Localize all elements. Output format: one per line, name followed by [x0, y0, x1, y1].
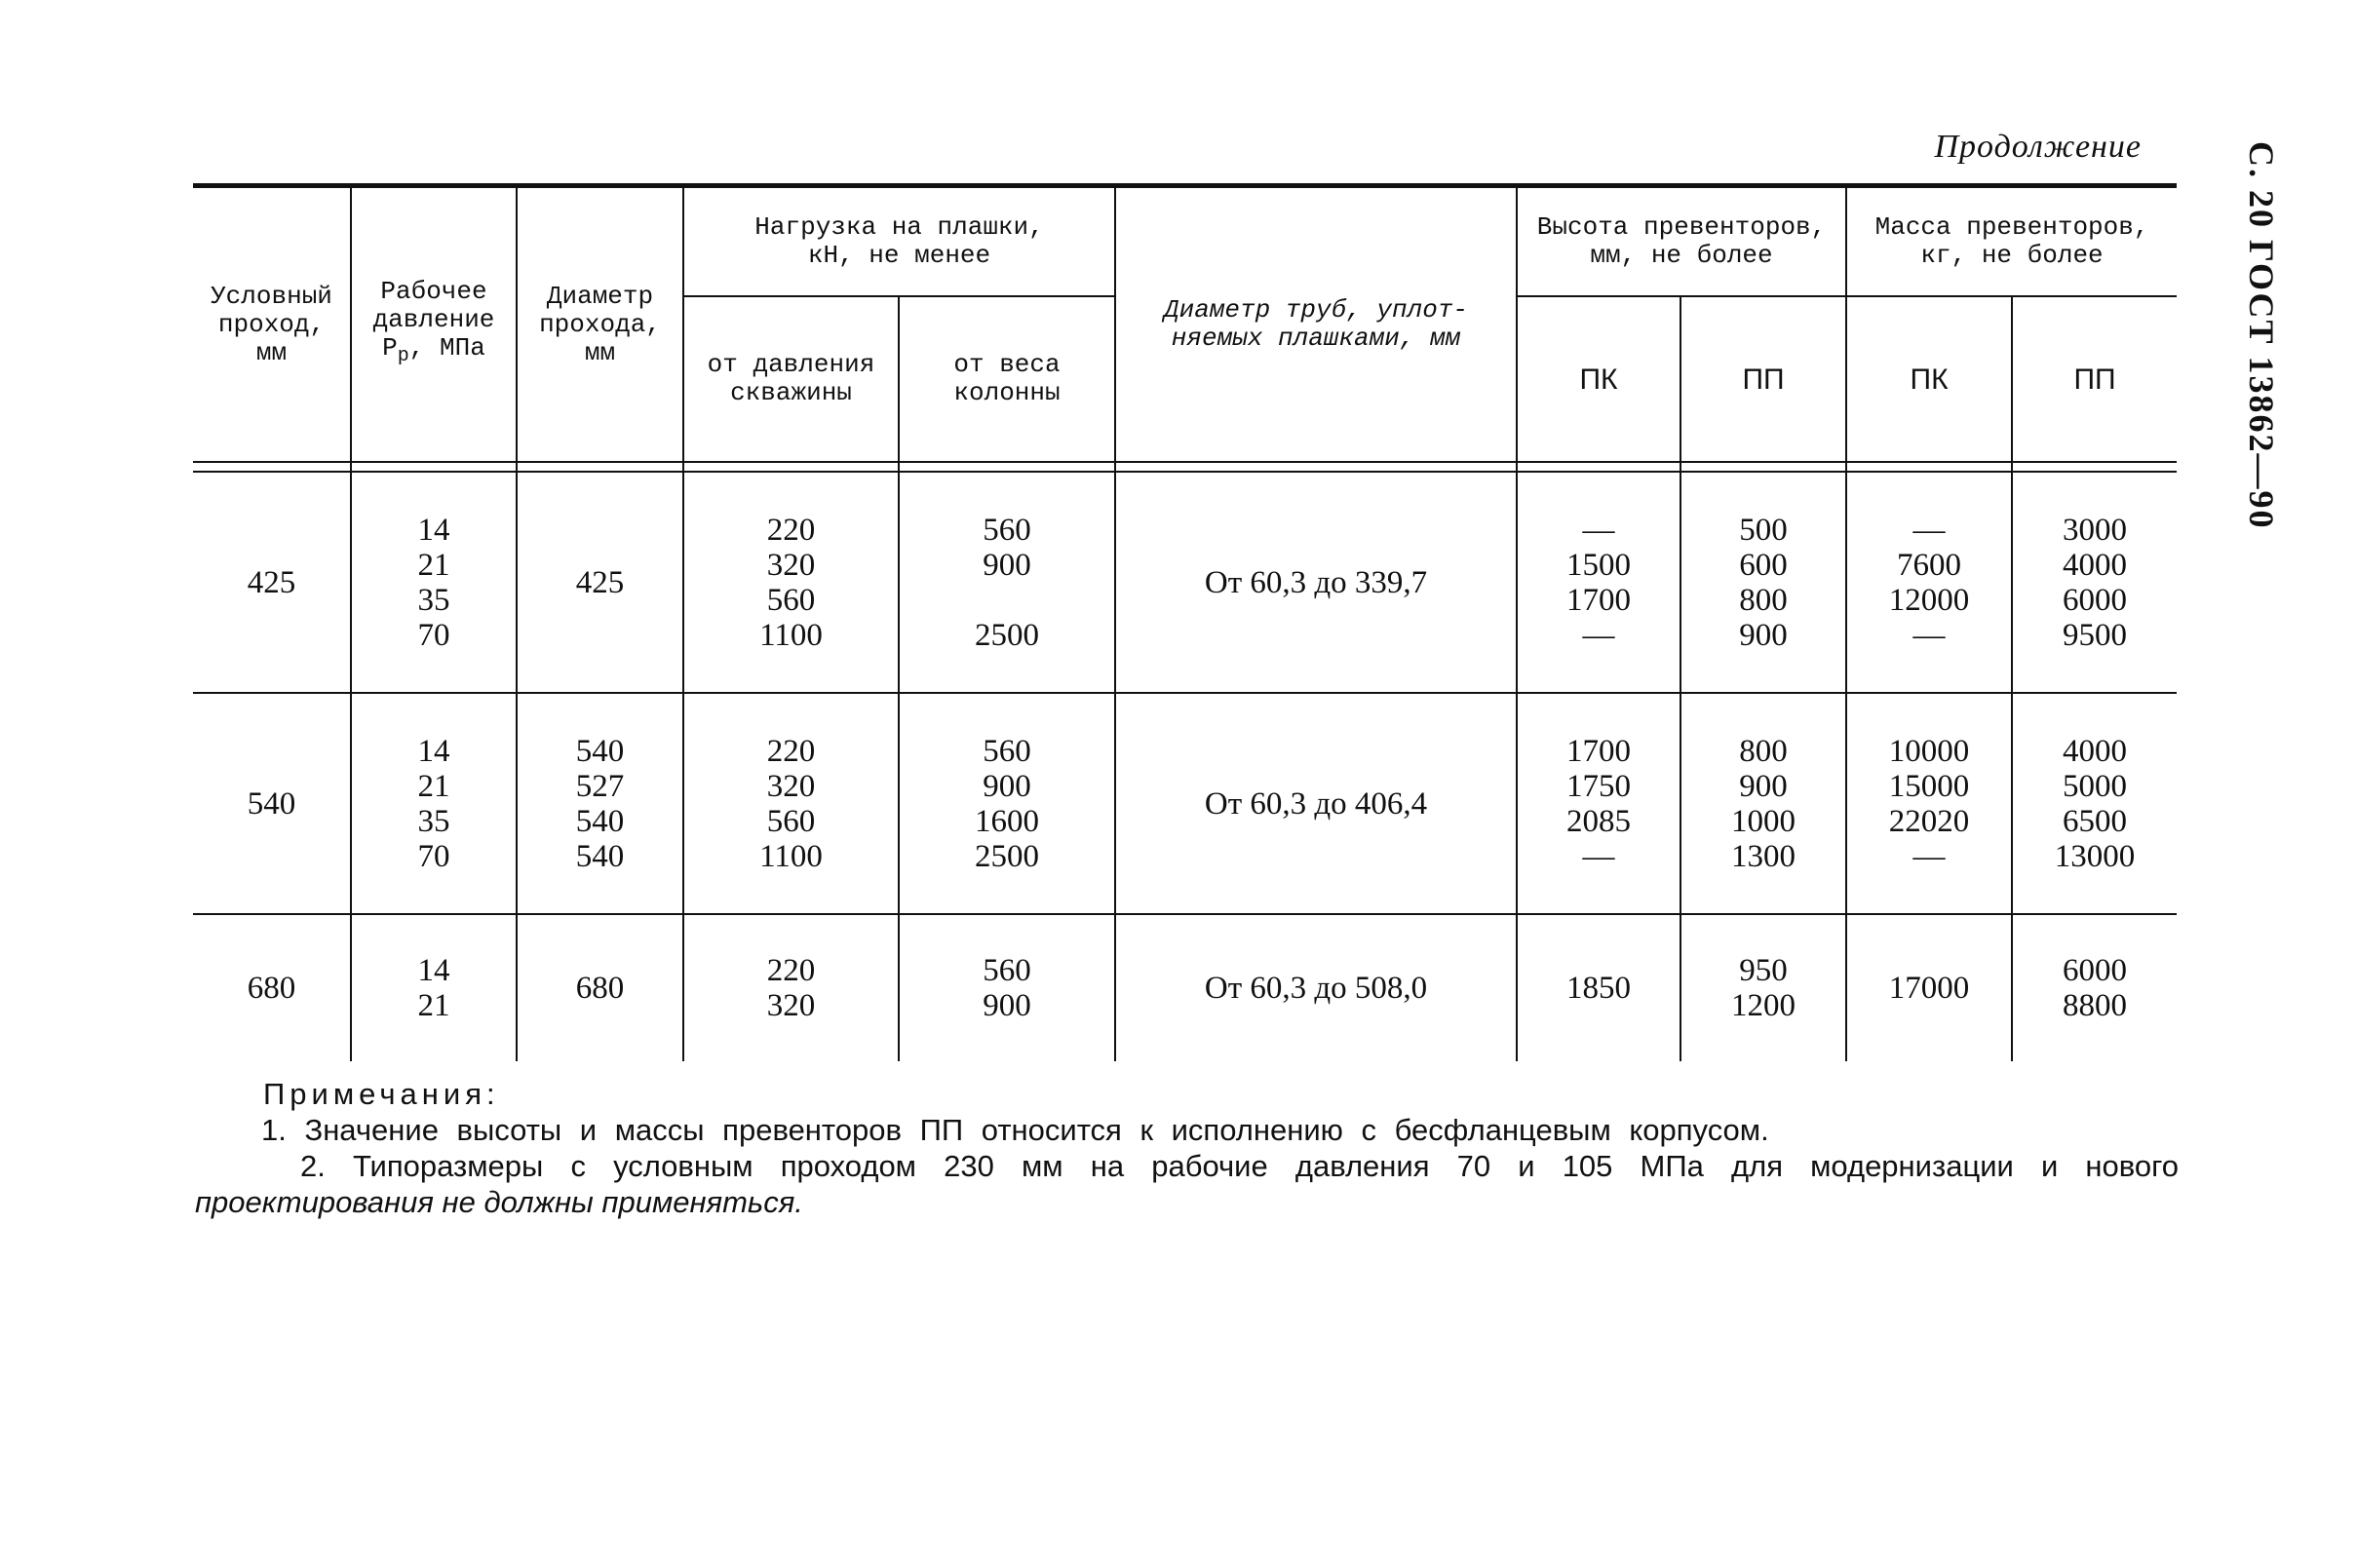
cell-load-well: 220 320 560 1100 [683, 472, 899, 693]
cell-load-weight: 560 900 [899, 914, 1115, 1061]
cell-height-pk: — 1500 1700 — [1517, 472, 1680, 693]
notes-section [195, 1076, 2179, 1220]
cell-load-well: 220 320 560 1100 [683, 693, 899, 914]
cell-height-pp: 800 900 1000 1300 [1680, 693, 1846, 914]
cell-mass-pk: — 7600 12000 — [1846, 472, 2012, 693]
header-working-pressure [351, 186, 517, 463]
cell-working-pressure: 14 21 35 70 [351, 472, 517, 693]
header-height-group: Высота превенторов, мм, не более [1517, 186, 1846, 297]
cell-height-pk: 1700 1750 2085 — [1517, 693, 1680, 914]
cell-bore-diameter: 540 527 540 540 [517, 693, 683, 914]
cell-mass-pp: 6000 8800 [2012, 914, 2177, 1061]
header-working-pressure-suffix: , МПа [408, 333, 485, 363]
cell-load-well: 220 320 [683, 914, 899, 1061]
cell-bore-diameter: 425 [517, 472, 683, 693]
cell-height-pp: 950 1200 [1680, 914, 1846, 1061]
header-bore-diameter: Диаметр прохода, мм [517, 186, 683, 463]
cell-working-pressure: 14 21 35 70 [351, 693, 517, 914]
cell-load-weight: 560 900 2500 [899, 472, 1115, 693]
cell-pipe-diameter: От 60,3 до 508,0 [1115, 914, 1517, 1061]
header-mass-pk: ПК [1846, 296, 2012, 462]
note-1: 1. Значение высоты и массы превенторов ПП относится к исполнению с бесфланцевым корпусом. [261, 1113, 1769, 1147]
header-working-pressure-prefix: Рабочее давление P [372, 277, 495, 363]
cell-working-pressure: 14 21 [351, 914, 517, 1061]
preventer-spec-table [193, 183, 2177, 1061]
cell-height-pk: 1850 [1517, 914, 1680, 1061]
header-pipe-diameter: Диаметр труб, уплот- няемых плашками, мм [1115, 186, 1517, 463]
header-separator-row [193, 462, 2177, 472]
continuation-label: Продолжение [1934, 129, 2142, 165]
header-height-pk: ПК [1517, 296, 1680, 462]
table-row [193, 472, 2177, 693]
cell-nominal-bore: 680 [193, 914, 351, 1061]
header-mass-group: Масса превенторов, кг, не более [1846, 186, 2177, 297]
side-header-text: С. 20 ГОСТ 13862—90 [2242, 141, 2281, 530]
cell-mass-pk: 10000 15000 22020 — [1846, 693, 2012, 914]
cell-nominal-bore: 540 [193, 693, 351, 914]
cell-mass-pp: 3000 4000 6000 9500 [2012, 472, 2177, 693]
note-2-line-1: 2. Типоразмеры с условным проходом 230 мм на рабочие давления 70 и 105 МПа для модернизации и нового [300, 1149, 2179, 1183]
cell-pipe-diameter: От 60,3 до 406,4 [1115, 693, 1517, 914]
cell-height-pp: 500 600 800 900 [1680, 472, 1846, 693]
note-2-line-2: проектирования не должны применяться. [195, 1185, 803, 1219]
header-ram-load-group: Нагрузка на плашки, кН, не менее [683, 186, 1115, 297]
notes-title: Примечания: [263, 1077, 500, 1111]
header-load-well-pressure: от давления скважины [683, 296, 899, 462]
cell-load-weight: 560 900 1600 2500 [899, 693, 1115, 914]
cell-mass-pk: 17000 [1846, 914, 2012, 1061]
table-row [193, 693, 2177, 914]
header-working-pressure-subscript: р [397, 345, 409, 368]
header-height-pp: ПП [1680, 296, 1846, 462]
page-side-header [2242, 141, 2281, 551]
cell-pipe-diameter: От 60,3 до 339,7 [1115, 472, 1517, 693]
header-load-string-weight: от веса колонны [899, 296, 1115, 462]
cell-mass-pp: 4000 5000 6500 13000 [2012, 693, 2177, 914]
table-row [193, 914, 2177, 1061]
cell-bore-diameter: 680 [517, 914, 683, 1061]
header-mass-pp: ПП [2012, 296, 2177, 462]
cell-nominal-bore: 425 [193, 472, 351, 693]
header-nominal-bore: Условный проход, мм [193, 186, 351, 463]
